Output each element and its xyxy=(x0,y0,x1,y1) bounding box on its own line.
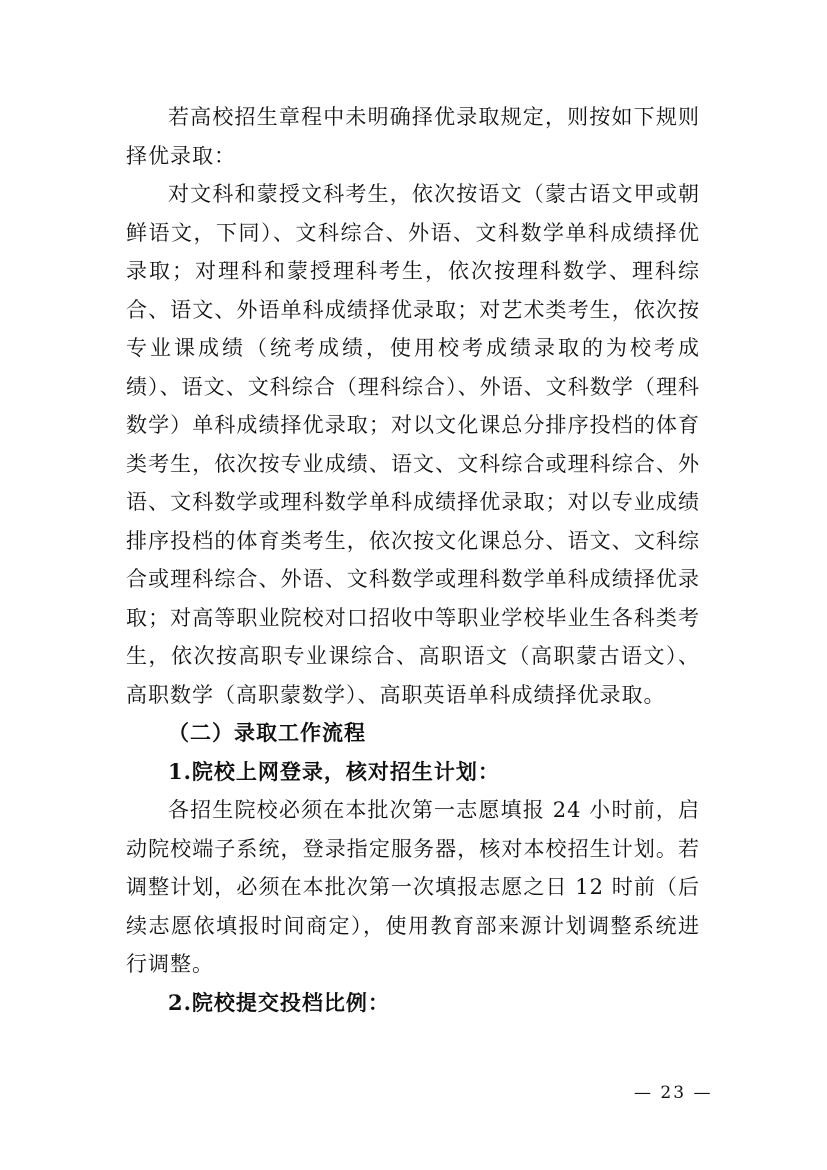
paragraph-rules: 对文科和蒙授文科考生，依次按语文（蒙古语文甲或朝鲜语文，下同）、文科综合、外语、文科数学单科成绩择优录取；对理科和蒙授理科考生，依次按理科数学、理科综合、语文、外语单科成绩择优录取；对艺术类考生，依次按专业课成绩（统考成绩，使用校考成绩录取的为校考成绩）、语文、文科综合（理科综合）、外语、文科数学（理科数学）单科成绩择优录取；对以文化课总分排序投档的体育类考生，依次按专业成绩、语文、文科综合或理科综合、外语、文科数学或理科数学单科成绩择优录取；对以专业成绩排序投档的体育类考生，依次按文化课总分、语文、文科综合或理科综合、外语、文科数学或理科数学单科成绩择优录取；对高等职业院校对口招收中等职业学校毕业生各科类考生，依次按高职专业课综合、高职语文（高职蒙古语文）、高职数学（高职蒙数学）、高职英语单科成绩择优录取。 xyxy=(126,182,700,707)
subsection-heading-1: 1.院校上网登录，核对招生计划： xyxy=(168,758,500,784)
paragraph-plan-check: 各招生院校必须在本批次第一志愿填报 24 小时前，启动院校端子系统，登录指定服务器，核对本校招生计划。若调整计划，必须在本批次第一次填报志愿之日 12 时前（后续志愿依填报时间商定），使用教育部来源计划调整系统进行调整。 xyxy=(126,798,700,976)
section-heading: （二）录取工作流程 xyxy=(168,720,366,745)
page-number: — 23 — xyxy=(634,1083,713,1103)
subsection-heading-2: 2.院校提交投档比例： xyxy=(168,989,390,1015)
paragraph-intro: 若高校招生章程中未明确择优录取规定，则按如下规则择优录取： xyxy=(126,105,700,168)
document-body xyxy=(126,98,700,1022)
